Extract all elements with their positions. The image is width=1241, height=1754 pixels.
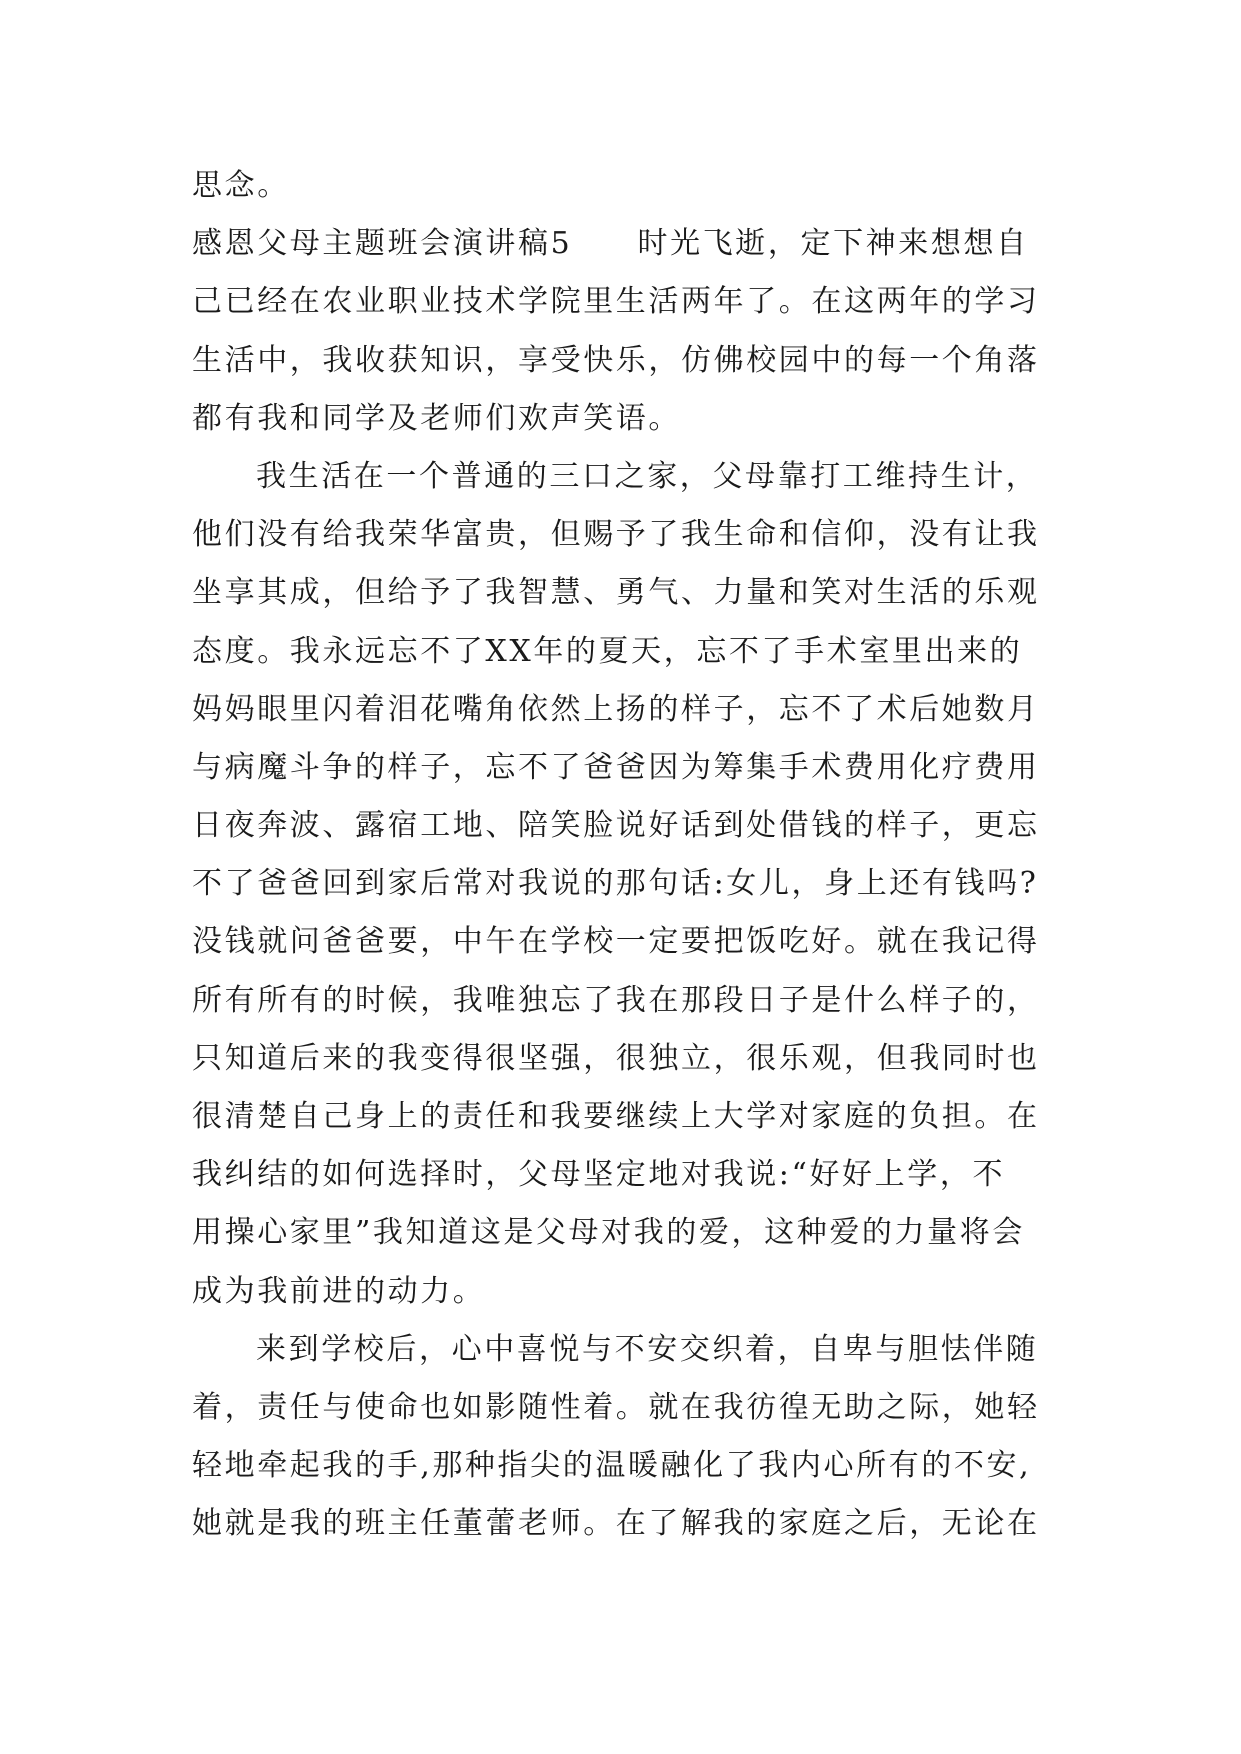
text-line: 轻地牵起我的手,那种指尖的温暖融化了我内心所有的不安, [192, 1448, 1032, 1484]
text-line: 没钱就问爸爸要，中午在学校一定要把饭吃好。就在我记得 [192, 924, 1040, 960]
text-line: 生活中，我收获知识，享受快乐，仿佛校园中的每一个角落 [192, 342, 1040, 378]
text-line: 我生活在一个普通的三口之家，父母靠打工维持生计， [256, 458, 1039, 494]
text-line: 我纠结的如何选择时，父母坚定地对我说:“好好上学，不 [192, 1157, 1006, 1193]
text-line: 与病魔斗争的样子，忘不了爸爸因为筹集手术费用化疗费用 [192, 749, 1040, 785]
text-line: 她就是我的班主任董蕾老师。在了解我的家庭之后，无论在 [192, 1506, 1040, 1542]
text-line: 日夜奔波、露宿工地、陪笑脸说好话到处借钱的样子，更忘 [192, 808, 1040, 844]
document-body [192, 157, 1062, 1554]
text-line: 坐享其成，但给予了我智慧、勇气、力量和笑对生活的乐观 [192, 575, 1040, 611]
text-line: 只知道后来的我变得很坚强，很独立，很乐观，但我同时也 [192, 1040, 1040, 1076]
text-line: 成为我前进的动力。 [192, 1273, 486, 1309]
text-line: 妈妈眼里闪着泪花嘴角依然上扬的样子，忘不了术后她数月 [192, 691, 1040, 727]
text-line: 感恩父母主题班会演讲稿5 时光飞逝，定下神来想想自 [192, 226, 1029, 262]
text-line: 着，责任与使命也如影随性着。就在我彷徨无助之际，她轻 [192, 1389, 1040, 1425]
text-line: 思念。 [192, 168, 290, 203]
text-line: 都有我和同学及老师们欢声笑语。 [192, 400, 681, 436]
text-line: 很清楚自己身上的责任和我要继续上大学对家庭的负担。在 [192, 1099, 1040, 1134]
text-line: 用操心家里”我知道这是父母对我的爱，这种爱的力量将会 [192, 1215, 1025, 1251]
text-line: 所有所有的时候，我唯独忘了我在那段日子是什么样子的， [192, 982, 1040, 1018]
text-line: 己已经在农业职业技术学院里生活两年了。在这两年的学习 [192, 284, 1040, 320]
text-line: 来到学校后，心中喜悦与不安交织着，自卑与胆怯伴随 [256, 1331, 1039, 1367]
text-line: 态度。我永远忘不了XX年的夏天，忘不了手术室里出来的 [192, 633, 1023, 669]
text-line: 他们没有给我荣华富贵，但赐予了我生命和信仰，没有让我 [192, 517, 1040, 553]
text-line: 不了爸爸回到家后常对我说的那句话:女儿，身上还有钱吗? [192, 866, 1039, 902]
